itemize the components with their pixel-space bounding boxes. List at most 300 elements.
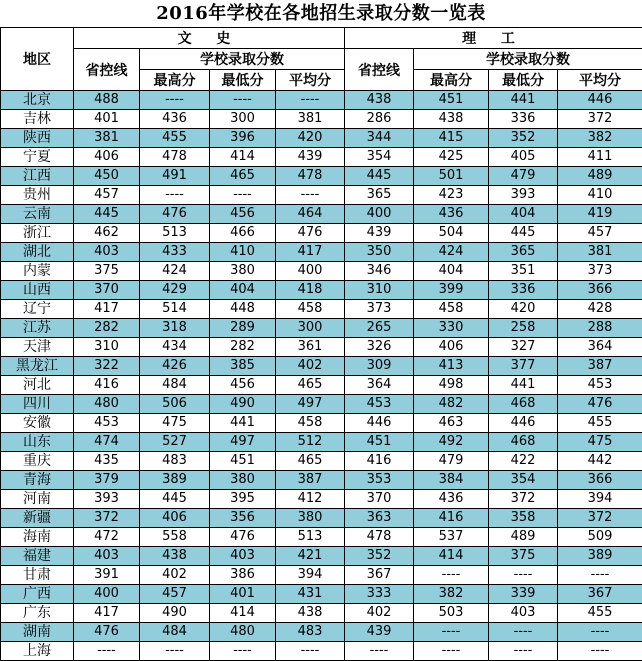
science-min-cell: 479	[489, 167, 558, 186]
arts-avg-cell: 400	[276, 262, 345, 281]
arts-min-cell: 490	[210, 395, 276, 414]
arts-min-cell: 356	[210, 509, 276, 528]
table-row	[1, 414, 642, 433]
arts-min-cell: 410	[210, 243, 276, 262]
science-max-cell: 438	[414, 110, 489, 129]
arts-avg-cell: 361	[276, 338, 345, 357]
science-provincial-line-cell: 286	[345, 110, 414, 129]
science-provincial-line-cell: 354	[345, 148, 414, 167]
science-min-cell: 327	[489, 338, 558, 357]
region-cell: 甘肃	[1, 566, 74, 585]
header-region: 地区	[1, 28, 74, 91]
arts-avg-cell: 497	[276, 395, 345, 414]
science-provincial-line-cell: 310	[345, 281, 414, 300]
table-row	[1, 338, 642, 357]
arts-min-cell: 380	[210, 471, 276, 490]
arts-max-cell: 490	[140, 604, 210, 623]
arts-min-cell: 282	[210, 338, 276, 357]
arts-avg-cell: 465	[276, 376, 345, 395]
arts-max-cell: ----	[140, 186, 210, 205]
table-row	[1, 148, 642, 167]
table-row	[1, 186, 642, 205]
region-cell: 河北	[1, 376, 74, 395]
arts-min-cell: 380	[210, 262, 276, 281]
arts-max-cell: 491	[140, 167, 210, 186]
arts-max-cell: 434	[140, 338, 210, 357]
science-max-cell: 423	[414, 186, 489, 205]
region-cell: 新疆	[1, 509, 74, 528]
table-row	[1, 471, 642, 490]
arts-min-cell: ----	[210, 91, 276, 110]
science-avg-cell: 366	[558, 281, 642, 300]
arts-provincial-line-cell: 462	[74, 224, 140, 243]
arts-max-cell: 455	[140, 129, 210, 148]
science-max-cell: 463	[414, 414, 489, 433]
arts-max-cell: 406	[140, 509, 210, 528]
region-cell: 四川	[1, 395, 74, 414]
arts-min-cell: 300	[210, 110, 276, 129]
arts-max-cell: 457	[140, 585, 210, 604]
science-min-cell: 339	[489, 585, 558, 604]
arts-min-cell: 289	[210, 319, 276, 338]
arts-avg-cell: ----	[276, 186, 345, 205]
arts-provincial-line-cell: 417	[74, 300, 140, 319]
arts-avg-cell: 438	[276, 604, 345, 623]
region-cell: 天津	[1, 338, 74, 357]
arts-min-cell: 386	[210, 566, 276, 585]
table-row	[1, 262, 642, 281]
table-row	[1, 547, 642, 566]
science-provincial-line-cell: 350	[345, 243, 414, 262]
science-max-cell: 492	[414, 433, 489, 452]
arts-avg-cell: 418	[276, 281, 345, 300]
arts-min-cell: 385	[210, 357, 276, 376]
region-cell: 福建	[1, 547, 74, 566]
science-provincial-line-cell: 478	[345, 528, 414, 547]
science-avg-cell: 455	[558, 604, 642, 623]
region-cell: 重庆	[1, 452, 74, 471]
arts-avg-cell: 512	[276, 433, 345, 452]
arts-max-cell: 513	[140, 224, 210, 243]
science-max-cell: 425	[414, 148, 489, 167]
arts-max-cell: 558	[140, 528, 210, 547]
arts-min-cell: 466	[210, 224, 276, 243]
science-avg-cell: 387	[558, 357, 642, 376]
arts-min-cell: 395	[210, 490, 276, 509]
header-science-school-score: 学校录取分数	[414, 49, 642, 70]
science-max-cell: 458	[414, 300, 489, 319]
arts-provincial-line-cell: 375	[74, 262, 140, 281]
science-avg-cell: ----	[558, 623, 642, 642]
arts-avg-cell: 380	[276, 509, 345, 528]
arts-provincial-line-cell: 393	[74, 490, 140, 509]
arts-avg-cell: 412	[276, 490, 345, 509]
science-min-cell: 404	[489, 205, 558, 224]
science-max-cell: 482	[414, 395, 489, 414]
header-science-avg: 平均分	[558, 70, 642, 91]
region-cell: 辽宁	[1, 300, 74, 319]
science-max-cell: 451	[414, 91, 489, 110]
arts-min-cell: 480	[210, 623, 276, 642]
table-row	[1, 243, 642, 262]
arts-max-cell: 484	[140, 376, 210, 395]
science-max-cell: 404	[414, 262, 489, 281]
science-provincial-line-cell: 364	[345, 376, 414, 395]
science-max-cell: 537	[414, 528, 489, 547]
arts-max-cell: 429	[140, 281, 210, 300]
science-provincial-line-cell: 367	[345, 566, 414, 585]
region-cell: 青海	[1, 471, 74, 490]
table-body	[1, 91, 642, 661]
arts-max-cell: 389	[140, 471, 210, 490]
arts-provincial-line-cell: 403	[74, 547, 140, 566]
arts-min-cell: ----	[210, 642, 276, 661]
science-avg-cell: 372	[558, 509, 642, 528]
science-provincial-line-cell: 446	[345, 414, 414, 433]
arts-provincial-line-cell: 417	[74, 604, 140, 623]
region-cell: 安徽	[1, 414, 74, 433]
science-avg-cell: 381	[558, 243, 642, 262]
arts-provincial-line-cell: 476	[74, 623, 140, 642]
arts-avg-cell: 394	[276, 566, 345, 585]
science-max-cell: ----	[414, 642, 489, 661]
table-row	[1, 319, 642, 338]
science-provincial-line-cell: 402	[345, 604, 414, 623]
region-cell: 山西	[1, 281, 74, 300]
arts-avg-cell: 476	[276, 224, 345, 243]
table-row	[1, 452, 642, 471]
science-avg-cell: 476	[558, 395, 642, 414]
science-min-cell: 393	[489, 186, 558, 205]
science-avg-cell: ----	[558, 642, 642, 661]
science-avg-cell: 446	[558, 91, 642, 110]
table-row	[1, 395, 642, 414]
science-min-cell: 258	[489, 319, 558, 338]
region-cell: 内蒙	[1, 262, 74, 281]
arts-max-cell: 426	[140, 357, 210, 376]
science-provincial-line-cell: 365	[345, 186, 414, 205]
science-avg-cell: 457	[558, 224, 642, 243]
science-avg-cell: 373	[558, 262, 642, 281]
region-cell: 浙江	[1, 224, 74, 243]
science-provincial-line-cell: 400	[345, 205, 414, 224]
arts-min-cell: 414	[210, 604, 276, 623]
table-header	[1, 28, 642, 91]
science-avg-cell: 442	[558, 452, 642, 471]
science-provincial-line-cell: 451	[345, 433, 414, 452]
region-cell: 陕西	[1, 129, 74, 148]
arts-min-cell: 456	[210, 205, 276, 224]
table-row	[1, 623, 642, 642]
arts-min-cell: 403	[210, 547, 276, 566]
science-provincial-line-cell: 439	[345, 623, 414, 642]
region-cell: 上海	[1, 642, 74, 661]
arts-min-cell: 465	[210, 167, 276, 186]
science-max-cell: 415	[414, 129, 489, 148]
arts-provincial-line-cell: 401	[74, 110, 140, 129]
science-avg-cell: 475	[558, 433, 642, 452]
science-max-cell: 479	[414, 452, 489, 471]
arts-avg-cell: ----	[276, 91, 345, 110]
arts-max-cell: 402	[140, 566, 210, 585]
science-avg-cell: 509	[558, 528, 642, 547]
science-avg-cell: 410	[558, 186, 642, 205]
arts-provincial-line-cell: 406	[74, 148, 140, 167]
header-science: 理 工	[345, 28, 642, 49]
arts-max-cell: 514	[140, 300, 210, 319]
science-provincial-line-cell: 326	[345, 338, 414, 357]
science-provincial-line-cell: 370	[345, 490, 414, 509]
region-cell: 湖南	[1, 623, 74, 642]
header-arts-max: 最高分	[140, 70, 210, 91]
arts-avg-cell: 381	[276, 110, 345, 129]
arts-max-cell: 527	[140, 433, 210, 452]
arts-avg-cell: 458	[276, 300, 345, 319]
arts-avg-cell: 464	[276, 205, 345, 224]
science-max-cell: ----	[414, 623, 489, 642]
science-min-cell: 420	[489, 300, 558, 319]
science-min-cell: 468	[489, 433, 558, 452]
science-avg-cell: ----	[558, 566, 642, 585]
science-min-cell: 441	[489, 91, 558, 110]
science-provincial-line-cell: 416	[345, 452, 414, 471]
arts-avg-cell: 387	[276, 471, 345, 490]
science-min-cell: 468	[489, 395, 558, 414]
table-row	[1, 433, 642, 452]
table-row	[1, 585, 642, 604]
region-cell: 江苏	[1, 319, 74, 338]
arts-provincial-line-cell: 391	[74, 566, 140, 585]
science-min-cell: 352	[489, 129, 558, 148]
science-max-cell: 414	[414, 547, 489, 566]
science-avg-cell: 382	[558, 129, 642, 148]
science-provincial-line-cell: 353	[345, 471, 414, 490]
science-min-cell: 375	[489, 547, 558, 566]
arts-max-cell: ----	[140, 91, 210, 110]
science-avg-cell: 394	[558, 490, 642, 509]
arts-max-cell: 478	[140, 148, 210, 167]
science-avg-cell: 453	[558, 376, 642, 395]
science-avg-cell: 366	[558, 471, 642, 490]
science-min-cell: 336	[489, 110, 558, 129]
arts-min-cell: 401	[210, 585, 276, 604]
arts-provincial-line-cell: 379	[74, 471, 140, 490]
region-cell: 广西	[1, 585, 74, 604]
arts-avg-cell: 421	[276, 547, 345, 566]
arts-provincial-line-cell: 310	[74, 338, 140, 357]
arts-min-cell: 497	[210, 433, 276, 452]
science-min-cell: 365	[489, 243, 558, 262]
header-arts-min: 最低分	[210, 70, 276, 91]
science-min-cell: 405	[489, 148, 558, 167]
region-cell: 黑龙江	[1, 357, 74, 376]
arts-provincial-line-cell: ----	[74, 642, 140, 661]
science-max-cell: 498	[414, 376, 489, 395]
science-max-cell: 399	[414, 281, 489, 300]
arts-max-cell: 436	[140, 110, 210, 129]
header-science-provincial-line: 省控线	[345, 49, 414, 91]
region-cell: 宁夏	[1, 148, 74, 167]
region-cell: 海南	[1, 528, 74, 547]
science-min-cell: 441	[489, 376, 558, 395]
science-min-cell: 351	[489, 262, 558, 281]
header-science-min: 最低分	[489, 70, 558, 91]
arts-provincial-line-cell: 450	[74, 167, 140, 186]
science-avg-cell: 455	[558, 414, 642, 433]
arts-max-cell: 445	[140, 490, 210, 509]
science-max-cell: 436	[414, 205, 489, 224]
table-row	[1, 129, 642, 148]
arts-max-cell: 506	[140, 395, 210, 414]
region-cell: 北京	[1, 91, 74, 110]
page-title: 2016年学校在各地招生录取分数一览表	[0, 0, 642, 28]
science-max-cell: 436	[414, 490, 489, 509]
science-avg-cell: 419	[558, 205, 642, 224]
table-row	[1, 281, 642, 300]
arts-max-cell: 484	[140, 623, 210, 642]
table-row	[1, 566, 642, 585]
table-row	[1, 205, 642, 224]
science-avg-cell: 372	[558, 110, 642, 129]
admission-score-table	[0, 27, 642, 661]
arts-provincial-line-cell: 322	[74, 357, 140, 376]
arts-provincial-line-cell: 472	[74, 528, 140, 547]
arts-avg-cell: 402	[276, 357, 345, 376]
science-provincial-line-cell: 309	[345, 357, 414, 376]
arts-provincial-line-cell: 457	[74, 186, 140, 205]
science-min-cell: ----	[489, 642, 558, 661]
science-max-cell: 413	[414, 357, 489, 376]
arts-min-cell: 451	[210, 452, 276, 471]
region-cell: 吉林	[1, 110, 74, 129]
science-provincial-line-cell: 333	[345, 585, 414, 604]
arts-max-cell: ----	[140, 642, 210, 661]
science-max-cell: 382	[414, 585, 489, 604]
science-max-cell: 384	[414, 471, 489, 490]
arts-max-cell: 424	[140, 262, 210, 281]
science-avg-cell: 411	[558, 148, 642, 167]
region-cell: 广东	[1, 604, 74, 623]
arts-avg-cell: 417	[276, 243, 345, 262]
arts-min-cell: 396	[210, 129, 276, 148]
science-min-cell: 422	[489, 452, 558, 471]
header-arts-avg: 平均分	[276, 70, 345, 91]
science-min-cell: 354	[489, 471, 558, 490]
table-row	[1, 509, 642, 528]
science-min-cell: 446	[489, 414, 558, 433]
arts-max-cell: 433	[140, 243, 210, 262]
science-min-cell: 336	[489, 281, 558, 300]
science-min-cell: 372	[489, 490, 558, 509]
table-row	[1, 604, 642, 623]
header-arts: 文 史	[74, 28, 345, 49]
science-provincial-line-cell: 445	[345, 167, 414, 186]
arts-avg-cell: 513	[276, 528, 345, 547]
table-row	[1, 224, 642, 243]
arts-max-cell: 318	[140, 319, 210, 338]
table-row	[1, 110, 642, 129]
science-min-cell: ----	[489, 623, 558, 642]
region-cell: 贵州	[1, 186, 74, 205]
science-max-cell: ----	[414, 566, 489, 585]
science-max-cell: 503	[414, 604, 489, 623]
arts-max-cell: 475	[140, 414, 210, 433]
arts-min-cell: 414	[210, 148, 276, 167]
science-max-cell: 424	[414, 243, 489, 262]
science-min-cell: 358	[489, 509, 558, 528]
arts-avg-cell: 420	[276, 129, 345, 148]
science-provincial-line-cell: 352	[345, 547, 414, 566]
arts-provincial-line-cell: 453	[74, 414, 140, 433]
science-max-cell: 416	[414, 509, 489, 528]
arts-min-cell: 448	[210, 300, 276, 319]
header-arts-school-score: 学校录取分数	[140, 49, 345, 70]
header-science-max: 最高分	[414, 70, 489, 91]
arts-avg-cell: 458	[276, 414, 345, 433]
science-avg-cell: 288	[558, 319, 642, 338]
arts-avg-cell: 483	[276, 623, 345, 642]
science-provincial-line-cell: ----	[345, 642, 414, 661]
science-provincial-line-cell: 439	[345, 224, 414, 243]
arts-provincial-line-cell: 435	[74, 452, 140, 471]
header-arts-provincial-line: 省控线	[74, 49, 140, 91]
science-provincial-line-cell: 363	[345, 509, 414, 528]
arts-provincial-line-cell: 416	[74, 376, 140, 395]
science-min-cell: 445	[489, 224, 558, 243]
science-min-cell: 403	[489, 604, 558, 623]
arts-min-cell: 441	[210, 414, 276, 433]
science-provincial-line-cell: 344	[345, 129, 414, 148]
arts-avg-cell: 465	[276, 452, 345, 471]
arts-avg-cell: 439	[276, 148, 345, 167]
region-cell: 山东	[1, 433, 74, 452]
arts-max-cell: 476	[140, 205, 210, 224]
arts-max-cell: 438	[140, 547, 210, 566]
arts-provincial-line-cell: 282	[74, 319, 140, 338]
table-row	[1, 376, 642, 395]
science-min-cell: 489	[489, 528, 558, 547]
arts-provincial-line-cell: 474	[74, 433, 140, 452]
science-max-cell: 330	[414, 319, 489, 338]
region-cell: 云南	[1, 205, 74, 224]
region-cell: 河南	[1, 490, 74, 509]
table-row	[1, 357, 642, 376]
arts-provincial-line-cell: 372	[74, 509, 140, 528]
arts-min-cell: 404	[210, 281, 276, 300]
arts-max-cell: 483	[140, 452, 210, 471]
arts-min-cell: ----	[210, 186, 276, 205]
arts-provincial-line-cell: 370	[74, 281, 140, 300]
arts-provincial-line-cell: 445	[74, 205, 140, 224]
arts-avg-cell: 300	[276, 319, 345, 338]
arts-provincial-line-cell: 403	[74, 243, 140, 262]
arts-avg-cell: 431	[276, 585, 345, 604]
science-provincial-line-cell: 373	[345, 300, 414, 319]
arts-provincial-line-cell: 480	[74, 395, 140, 414]
science-min-cell: ----	[489, 566, 558, 585]
arts-avg-cell: 478	[276, 167, 345, 186]
science-avg-cell: 489	[558, 167, 642, 186]
region-cell: 湖北	[1, 243, 74, 262]
science-provincial-line-cell: 346	[345, 262, 414, 281]
table-row	[1, 490, 642, 509]
science-max-cell: 501	[414, 167, 489, 186]
arts-avg-cell: ----	[276, 642, 345, 661]
science-min-cell: 377	[489, 357, 558, 376]
science-avg-cell: 428	[558, 300, 642, 319]
table-row	[1, 300, 642, 319]
arts-provincial-line-cell: 381	[74, 129, 140, 148]
